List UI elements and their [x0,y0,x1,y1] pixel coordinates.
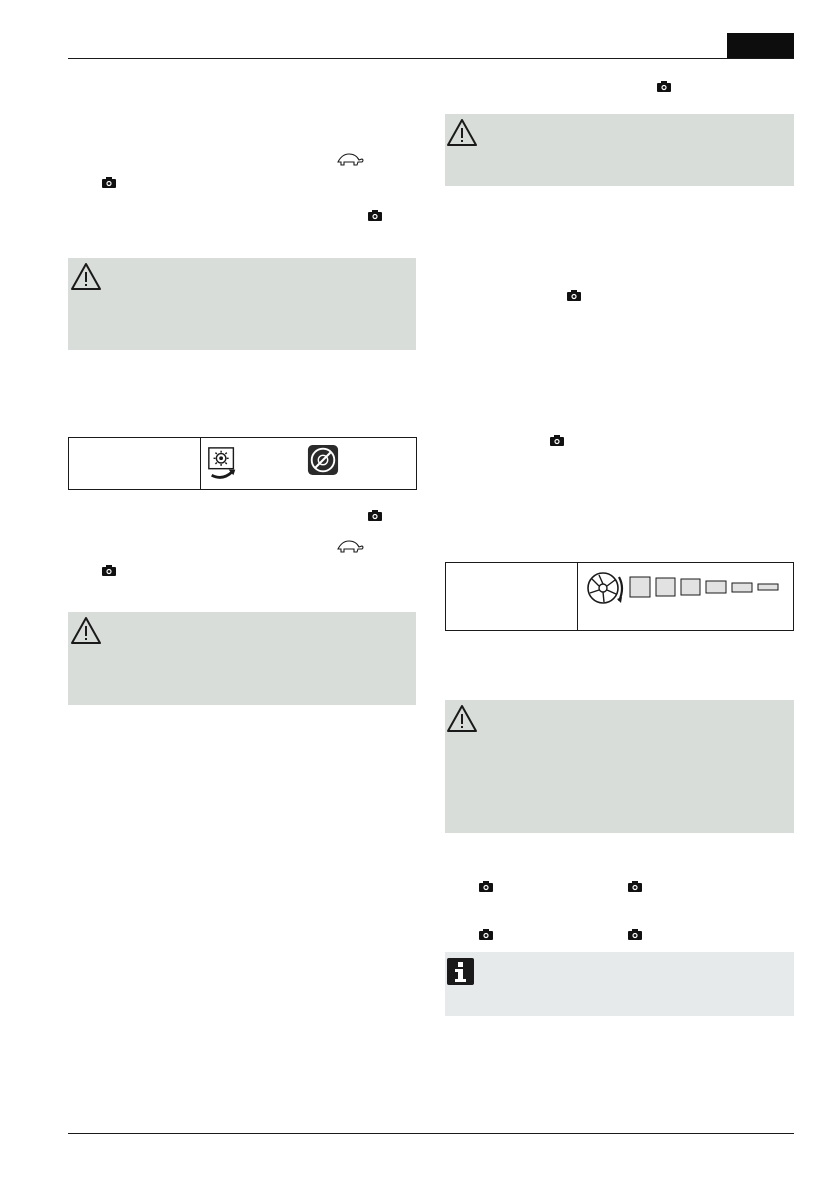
camera-icon [628,929,642,940]
camera-icon [628,881,642,892]
camera-icon [102,177,116,188]
camera-icon [102,565,116,576]
camera-icon [479,881,493,892]
header-rule [68,58,794,59]
camera-icon [368,210,382,221]
warning-box [68,258,416,350]
warning-box [68,612,416,705]
camera-icon [550,435,564,446]
footer-rule [68,1133,794,1134]
turtle-icon [334,538,364,554]
turtle-icon [334,151,364,167]
table-divider [577,563,578,630]
warning-triangle-icon [446,704,478,733]
table-divider [200,438,201,489]
warning-triangle-icon [446,118,478,147]
gear-crossed-icon [307,444,339,476]
gear-rotate-icon [206,446,240,480]
warning-box [445,700,794,833]
decreasing-squares-icon [629,575,789,599]
symbol-table [445,562,794,631]
header-language-tab [727,33,794,58]
camera-icon [567,290,581,301]
info-box [445,952,794,1016]
info-icon [447,958,474,985]
warning-triangle-icon [70,262,102,291]
warning-box [445,114,794,186]
fan-wheel-icon [585,569,625,609]
camera-icon [657,81,671,92]
camera-icon [368,510,382,521]
warning-triangle-icon [70,616,102,645]
symbol-table [68,437,417,490]
camera-icon [479,929,493,940]
